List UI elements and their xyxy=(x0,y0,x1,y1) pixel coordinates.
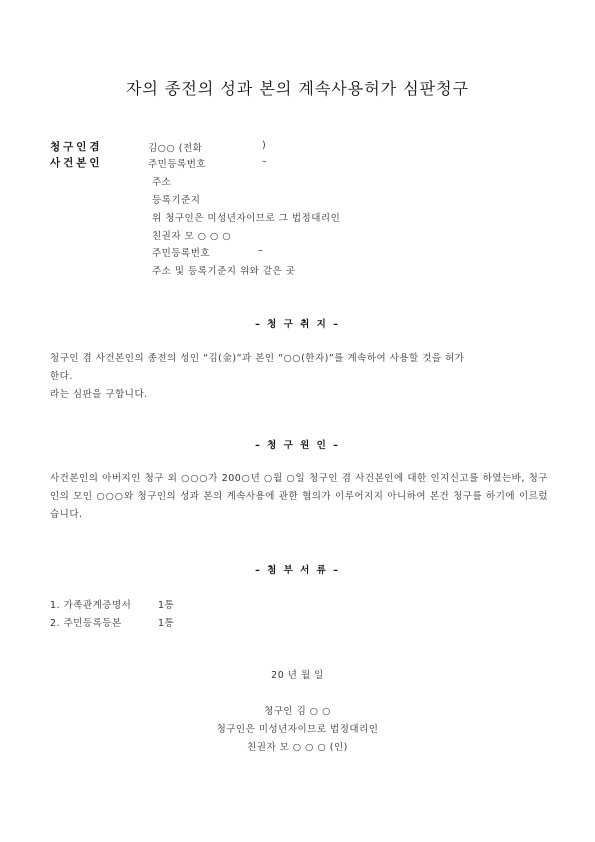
attachment-item-count: 1통 xyxy=(158,618,175,629)
signature-date: 20 년 월 일 xyxy=(271,670,324,681)
document-title: 자의 종전의 성과 본의 계속사용허가 심판청구 xyxy=(125,79,470,98)
attachment-item-name: 2. 주민등록등본 xyxy=(50,618,122,629)
signature-minor-note: 청구인은 미성년자이므로 법정대리인 xyxy=(216,724,379,735)
attachment-item-name: 1. 가족관계증명서 xyxy=(50,600,132,611)
minor-note: 위 청구인은 미성년자이므로 그 법정대리인 xyxy=(152,213,341,224)
address-label: 주소 xyxy=(152,177,172,188)
cause-text: 사건본인의 아버지인 청구 외 ○○○가 200○년 ○월 ○일 청구인 겸 사건본인에 대한 인지신고를 하였는바, 청구인의 모인 ○○○와 청구인의 성과 본의 계속사용에 관한 협의가 이루어지지 아니하여 본건 청구를 하기에 이르렀습니다. xyxy=(50,473,548,520)
purpose-heading: – 청 구 취 지 – xyxy=(255,319,340,330)
rrn-dash: – xyxy=(262,156,268,167)
purpose-line-2: 한다. xyxy=(50,371,73,382)
registry-label: 등록기준지 xyxy=(152,195,201,206)
rrn-label: 주민등록번호 xyxy=(148,159,207,170)
guardian-rrn-dash: – xyxy=(258,245,264,256)
claimant-phone-close: ) xyxy=(262,140,267,151)
attachment-item-count: 1통 xyxy=(158,600,175,611)
claimant-label: 청구인겸 xyxy=(50,141,103,153)
guardian-address: 주소 및 등록기준지 위와 같은 곳 xyxy=(152,266,296,277)
purpose-line-1: 청구인 겸 사건본인의 종전의 성인 “김(金)”과 본인 “○○(한자)”를 계속하여 사용할 것을 허가 xyxy=(50,353,465,364)
signature-guardian: 친권자 모 ○ ○ ○ (인) xyxy=(247,742,348,753)
purpose-line-3: 라는 심판을 구합니다. xyxy=(50,389,148,400)
subject-label: 사건본인 xyxy=(50,157,103,169)
cause-heading: – 청 구 원 인 – xyxy=(255,440,340,451)
attachments-heading: – 첨 부 서 류 – xyxy=(255,565,340,576)
signature-claimant: 청구인 김 ○ ○ xyxy=(264,706,331,717)
guardian-name: 친권자 모 ○ ○ ○ xyxy=(152,231,232,242)
claimant-name: 김○○ (전화 xyxy=(148,143,203,154)
guardian-rrn-label: 주민등록번호 xyxy=(152,248,211,259)
